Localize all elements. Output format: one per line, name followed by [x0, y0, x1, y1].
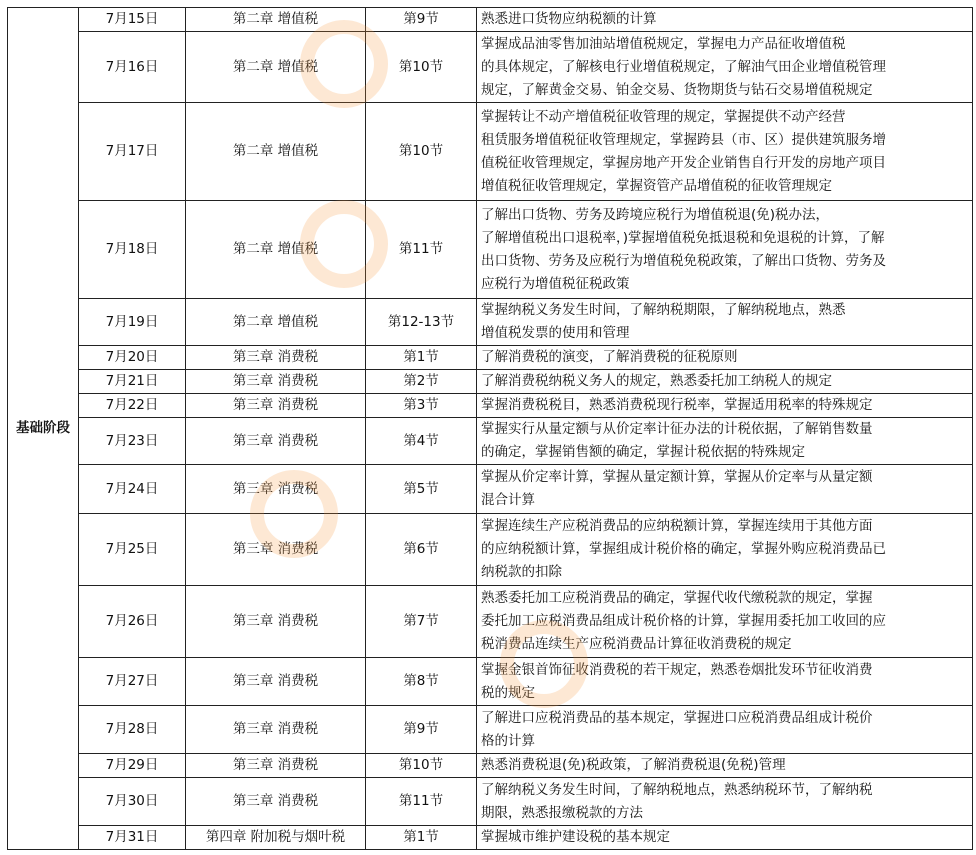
chapter-cell: 第二章 增值税 [186, 32, 366, 103]
section-cell: 第9节 [366, 706, 477, 754]
date-cell: 7月24日 [79, 465, 186, 514]
section-cell: 第10节 [366, 754, 477, 778]
section-cell: 第9节 [366, 8, 477, 32]
content-cell: 掌握纳税义务发生时间，了解纳税期限，了解纳税地点，熟悉 增值税发票的使用和管理 [477, 299, 973, 346]
content-cell: 了解出口货物、劳务及跨境应税行为增值税退(免)税办法， 了解增值税出口退税率，)掌握增值税免抵退税和免退税的计算，了解 出口货物、劳务及应税行为增值税免税政策，了解出口货物、劳务及 应税行为增值税征税政策 [477, 201, 973, 299]
date-cell: 7月28日 [79, 706, 186, 754]
date-cell: 7月15日 [79, 8, 186, 32]
content-cell: 掌握从价定率计算，掌握从量定额计算，掌握从价定率与从量定额 混合计算 [477, 465, 973, 514]
table-row [8, 8, 973, 32]
chapter-cell: 第三章 消费税 [186, 586, 366, 658]
table-row [8, 394, 973, 418]
chapter-cell: 第四章 附加税与烟叶税 [186, 826, 366, 850]
content-cell: 了解纳税义务发生时间，了解纳税地点，熟悉纳税环节，了解纳税 期限，熟悉报缴税款的方法 [477, 778, 973, 826]
section-cell: 第8节 [366, 658, 477, 706]
chapter-cell: 第三章 消费税 [186, 370, 366, 394]
table-row [8, 103, 973, 201]
chapter-cell: 第三章 消费税 [186, 754, 366, 778]
content-cell: 掌握连续生产应税消费品的应纳税额计算，掌握连续用于其他方面 的应纳税额计算，掌握组成计税价格的确定，掌握外购应税消费品已 纳税款的扣除 [477, 514, 973, 586]
chapter-cell: 第二章 增值税 [186, 299, 366, 346]
chapter-cell: 第三章 消费税 [186, 418, 366, 465]
table-row [8, 826, 973, 850]
date-cell: 7月21日 [79, 370, 186, 394]
chapter-cell: 第三章 消费税 [186, 346, 366, 370]
content-cell: 熟悉消费税退(免)税政策，了解消费税退(免税)管理 [477, 754, 973, 778]
date-cell: 7月29日 [79, 754, 186, 778]
table-row [8, 778, 973, 826]
content-cell: 掌握城市维护建设税的基本规定 [477, 826, 973, 850]
content-cell: 了解消费税纳税义务人的规定，熟悉委托加工纳税人的规定 [477, 370, 973, 394]
date-cell: 7月22日 [79, 394, 186, 418]
table-row [8, 465, 973, 514]
section-cell: 第10节 [366, 32, 477, 103]
content-cell: 掌握金银首饰征收消费税的若干规定，熟悉卷烟批发环节征收消费 税的规定 [477, 658, 973, 706]
section-cell: 第2节 [366, 370, 477, 394]
chapter-cell: 第三章 消费税 [186, 778, 366, 826]
section-cell: 第4节 [366, 418, 477, 465]
study-schedule-table [7, 7, 973, 850]
date-cell: 7月25日 [79, 514, 186, 586]
content-cell: 熟悉委托加工应税消费品的确定，掌握代收代缴税款的规定，掌握 委托加工应税消费品组成计税价格的计算，掌握用委托加工收回的应 税消费品连续生产应税消费品计算征收消费税的规定 [477, 586, 973, 658]
date-cell: 7月27日 [79, 658, 186, 706]
date-cell: 7月26日 [79, 586, 186, 658]
section-cell: 第7节 [366, 586, 477, 658]
table-row [8, 586, 973, 658]
section-cell: 第11节 [366, 778, 477, 826]
content-cell: 掌握成品油零售加油站增值税规定，掌握电力产品征收增值税 的具体规定，了解核电行业增值税规定，了解油气田企业增值税管理 规定，了解黄金交易、铂金交易、货物期货与钻石交易增值税规定 [477, 32, 973, 103]
table-row [8, 754, 973, 778]
table-row [8, 514, 973, 586]
stage-label: 基础阶段 [8, 8, 79, 850]
date-cell: 7月17日 [79, 103, 186, 201]
content-cell: 熟悉进口货物应纳税额的计算 [477, 8, 973, 32]
date-cell: 7月18日 [79, 201, 186, 299]
table-row [8, 370, 973, 394]
table-row [8, 32, 973, 103]
section-cell: 第3节 [366, 394, 477, 418]
content-cell: 掌握实行从量定额与从价定率计征办法的计税依据，了解销售数量 的确定，掌握销售额的确定，掌握计税依据的特殊规定 [477, 418, 973, 465]
section-cell: 第10节 [366, 103, 477, 201]
table-row [8, 658, 973, 706]
content-cell: 掌握消费税税目，熟悉消费税现行税率，掌握适用税率的特殊规定 [477, 394, 973, 418]
date-cell: 7月16日 [79, 32, 186, 103]
section-cell: 第11节 [366, 201, 477, 299]
chapter-cell: 第二章 增值税 [186, 103, 366, 201]
chapter-cell: 第二章 增值税 [186, 8, 366, 32]
table-row [8, 418, 973, 465]
date-cell: 7月20日 [79, 346, 186, 370]
section-cell: 第6节 [366, 514, 477, 586]
date-cell: 7月31日 [79, 826, 186, 850]
schedule-body [8, 8, 973, 850]
chapter-cell: 第三章 消费税 [186, 514, 366, 586]
section-cell: 第1节 [366, 826, 477, 850]
date-cell: 7月19日 [79, 299, 186, 346]
section-cell: 第5节 [366, 465, 477, 514]
chapter-cell: 第二章 增值税 [186, 201, 366, 299]
table-row [8, 706, 973, 754]
chapter-cell: 第三章 消费税 [186, 394, 366, 418]
chapter-cell: 第三章 消费税 [186, 706, 366, 754]
content-cell: 了解进口应税消费品的基本规定，掌握进口应税消费品组成计税价 格的计算 [477, 706, 973, 754]
chapter-cell: 第三章 消费税 [186, 465, 366, 514]
date-cell: 7月30日 [79, 778, 186, 826]
section-cell: 第12-13节 [366, 299, 477, 346]
table-row [8, 346, 973, 370]
section-cell: 第1节 [366, 346, 477, 370]
table-row [8, 201, 973, 299]
date-cell: 7月23日 [79, 418, 186, 465]
table-row [8, 299, 973, 346]
content-cell: 掌握转让不动产增值税征收管理的规定，掌握提供不动产经营 租赁服务增值税征收管理规定，掌握跨县（市、区）提供建筑服务增 值税征收管理规定，掌握房地产开发企业销售自行开发的房地产项目 增值税征收管理规定，掌握资管产品增值税的征收管理规定 [477, 103, 973, 201]
content-cell: 了解消费税的演变，了解消费税的征税原则 [477, 346, 973, 370]
chapter-cell: 第三章 消费税 [186, 658, 366, 706]
